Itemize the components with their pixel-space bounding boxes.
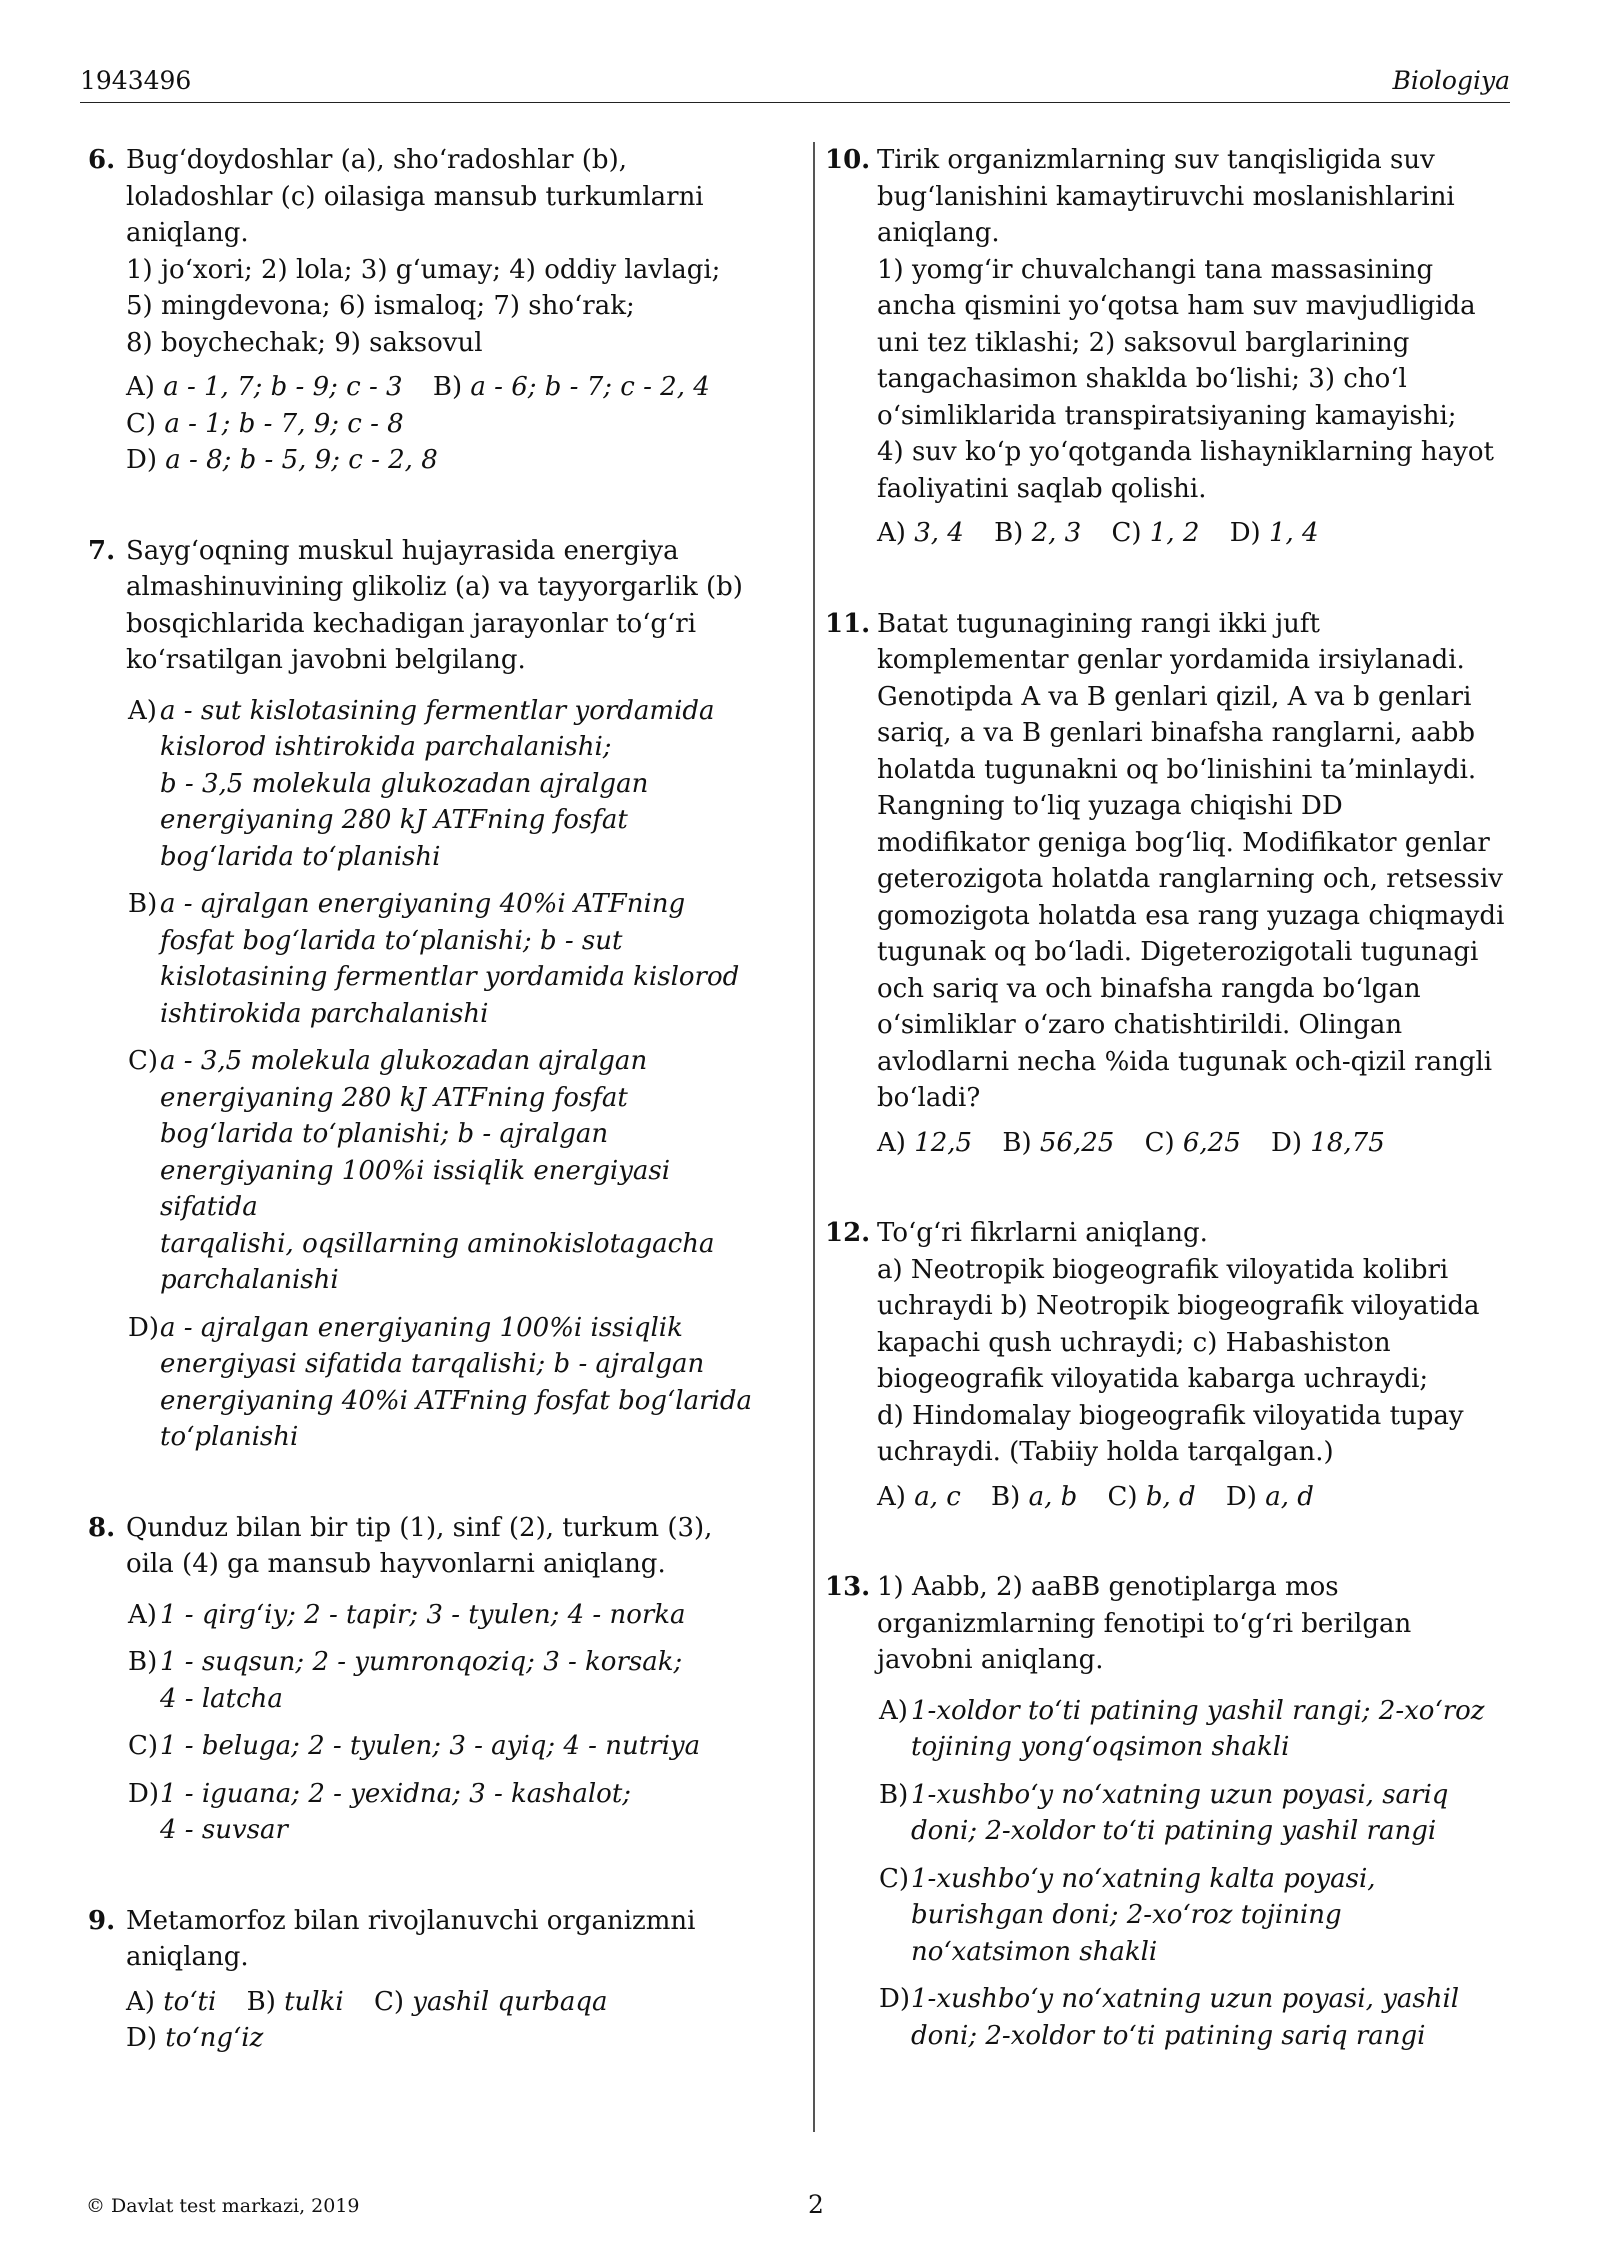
option-b[interactable]: B) 1 - suqsun; 2 - yumronqoziq; 3 - korsak; 4 - latcha <box>128 1647 683 1714</box>
option-d[interactable]: D) toʻngʻiz <box>126 2023 264 2053</box>
answer-options <box>877 1479 1515 1516</box>
option-a[interactable]: A) toʻti <box>126 1986 217 2017</box>
question-number: 10. <box>825 145 871 175</box>
question-10 <box>825 142 1515 552</box>
option-a[interactable]: A) 1 - qirgʻiy; 2 - tapir; 3 - tyulen; 4 - norka <box>128 1599 686 1630</box>
question-number: 13. <box>825 1572 871 1602</box>
question-text: Saygʻoqning muskul hujayrasida energiya almashinuvining glikoliz (a) va tayyorgarlik (b) bosqichlarida kechadigan jarayonlar toʻgʻri koʻrsatilgan javobni belgilang. <box>126 535 743 675</box>
question-number: 6. <box>88 145 116 175</box>
option-d[interactable]: D) a, d <box>1225 1481 1314 1512</box>
question-7 <box>88 533 753 1456</box>
page-number: 2 <box>808 2190 824 2219</box>
page-header <box>80 66 1510 103</box>
question-text: 1) Aabb, 2) aaBB genotiplarga mos organizmlarning fenotipi toʻgʻri berilgan javobni aniqlang. <box>877 1572 1412 1675</box>
question-text: Batat tugunagining rangi ikki juft komplementar genlar yordamida irsiylanadi. Genotipda A va B genlari qizil, A va b genlari sariq, a va B genlari binafsha ranglarni, aabb holatda tugunakni oq boʻlinishini taʼminlaydi. Rangning toʻliq yuzaga chiqishi DD modifikator geniga bogʻliq. Modifikator genlar geterozigota holatda ranglarning och, retsessiv gomozigota holatda esa rang yuzaga chiqmaydi tugunak oq boʻladi. Digeterozigotali tugunagi och sariq va och binafsha rangda boʻlgan oʻsimliklar oʻzaro chatishtirildi. Olingan avlodlarni necha %ida tugunak och-qizil rangli boʻladi? <box>877 608 1505 1113</box>
option-d[interactable]: D) 18,75 <box>1271 1127 1385 1158</box>
option-c[interactable]: C) yashil qurbaqa <box>373 1986 608 2017</box>
option-b[interactable]: B) a, b <box>991 1481 1078 1512</box>
option-c[interactable]: C) 1, 2 <box>1111 518 1200 548</box>
option-a[interactable]: A) a - 1, 7; b - 9; c - 3 <box>126 372 403 402</box>
question-9 <box>88 1903 753 2057</box>
column-divider <box>813 142 815 2132</box>
question-12 <box>825 1215 1515 1515</box>
question-number: 7. <box>88 535 116 566</box>
option-b[interactable]: B) a - 6; b - 7; c - 2, 4 <box>432 372 710 402</box>
question-number: 11. <box>825 608 871 639</box>
option-b[interactable]: B) 1-xushboʻy noʻxatning uzun poyasi, sariq doni; 2-xoldor toʻti patining yashil rangi <box>879 1779 1449 1846</box>
answer-options <box>877 515 1515 552</box>
question-13 <box>825 1569 1515 2054</box>
option-b[interactable]: B) a - ajralgan energiyaning 40%i ATFning fosfat bogʻlarida toʻplanishi; b - sut kislotasining fermentlar yordamida kislorod ishtirokida parchalanishi <box>128 889 740 1029</box>
answer-options <box>877 1125 1515 1162</box>
question-number: 9. <box>88 1905 116 1936</box>
question-number: 12. <box>825 1218 871 1248</box>
question-text: Metamorfoz bilan rivojlanuvchi organizmni aniqlang. <box>126 1905 696 1972</box>
option-b[interactable]: B) 2, 3 <box>994 518 1082 548</box>
option-a[interactable]: A) a, c <box>877 1481 961 1512</box>
option-d[interactable]: D) 1, 4 <box>1229 518 1319 548</box>
right-column <box>825 142 1515 2108</box>
option-c[interactable]: C) a - 3,5 molekula glukozadan ajralgan energiyaning 280 kJ ATFning fosfat bogʻlarida toʻplanishi; b - ajralgan energiyaning 100%i issiqlik energiyasi sifatida tarqalishi, oqsillarning aminokislotagacha parchalanishi <box>128 1046 715 1295</box>
option-c[interactable]: C) a - 1; b - 7, 9; c - 8 <box>126 408 404 439</box>
question-text: Tirik organizmlarning suv tanqisligida suv bugʻlanishini kamaytiruvchi moslanishlarini aniqlang. 1) yomgʻir chuvalchangi tana massasining ancha qismini yoʻqotsa ham suv mavjudligida uni tez tiklashi; 2) saksovul barglarining tangachasimon shaklda boʻlishi; 3) choʻl oʻsimliklarida transpiratsiyaning kamayishi; 4) suv koʻp yoʻqotganda lishayniklarning hayot faoliyatini saqlab qolishi. <box>877 145 1494 504</box>
answer-options <box>126 1597 753 1849</box>
question-8 <box>88 1510 753 1849</box>
subject-title: Biologiya <box>1392 66 1510 95</box>
option-a[interactable]: A) 12,5 <box>877 1127 973 1158</box>
option-d[interactable]: D) a - 8; b - 5, 9; c - 2, 8 <box>126 445 438 475</box>
answer-options <box>877 1693 1515 2055</box>
question-text: Qunduz bilan bir tip (1), sinf (2), turkum (3), oila (4) ga mansub hayvonlarni aniqlang. <box>126 1512 713 1579</box>
answer-options <box>126 1984 753 2057</box>
option-b[interactable]: B) tulki <box>246 1986 344 2017</box>
question-text: Bugʻdoydoshlar (a), shoʻradoshlar (b), loladoshlar (c) oilasiga mansub turkumlarni aniqlang. 1) joʻxori; 2) lola; 3) gʻumay; 4) oddiy lavlagi; 5) mingdevona; 6) ismaloq; 7) shoʻrak; 8) boychechak; 9) saksovul <box>126 145 721 358</box>
test-code: 1943496 <box>80 66 192 95</box>
copyright-footer: © Davlat test markazi, 2019 <box>86 2195 360 2217</box>
option-a[interactable]: A) 1-xoldor toʻti patining yashil rangi; 2-xoʻroz tojining yongʻoqsimon shakli <box>879 1695 1485 1762</box>
question-number: 8. <box>88 1512 116 1543</box>
option-d[interactable]: D) a - ajralgan energiyaning 100%i issiqlik energiyasi sifatida tarqalishi; b - ajralgan energiyaning 40%i ATFning fosfat bogʻlarida toʻplanishi <box>128 1312 752 1452</box>
option-b[interactable]: B) 56,25 <box>1002 1127 1115 1158</box>
option-d[interactable]: D) 1-xushboʻy noʻxatning uzun poyasi, yashil doni; 2-xoldor toʻti patining sariq rangi <box>879 1984 1460 2051</box>
left-column <box>88 142 753 2111</box>
option-c[interactable]: C) 6,25 <box>1144 1127 1241 1158</box>
option-c[interactable]: C) b, d <box>1107 1481 1196 1512</box>
option-c[interactable]: C) 1-xushboʻy noʻxatning kalta poyasi, burishgan doni; 2-xoʻroz tojining noʻxatsimon shakli <box>879 1863 1376 1967</box>
option-c[interactable]: C) 1 - beluga; 2 - tyulen; 3 - ayiq; 4 - nutriya <box>128 1731 701 1761</box>
option-a[interactable]: A) a - sut kislotasining fermentlar yordamida kislorod ishtirokida parchalanishi; b - 3,5 molekula glukozadan ajralgan energiyaning 280 kJ ATFning fosfat bogʻlarida toʻplanishi <box>128 695 715 872</box>
option-a[interactable]: A) 3, 4 <box>877 518 964 548</box>
option-d[interactable]: D) 1 - iguana; 2 - yexidna; 3 - kashalot; 4 - suvsar <box>128 1778 632 1845</box>
question-11 <box>825 606 1515 1162</box>
question-text: Toʻgʻri fikrlarni aniqlang. a) Neotropik biogeografik viloyatida kolibri uchraydi b) Neotropik biogeografik viloyatida kapachi qush uchraydi; c) Habashiston biogeografik viloyatida kabarga uchraydi; d) Hindomalay biogeografik viloyatida tupay uchraydi. (Tabiiy holda tarqalgan.) <box>877 1218 1480 1467</box>
answer-options <box>126 369 753 479</box>
question-6 <box>88 142 753 479</box>
answer-options <box>126 693 753 1456</box>
